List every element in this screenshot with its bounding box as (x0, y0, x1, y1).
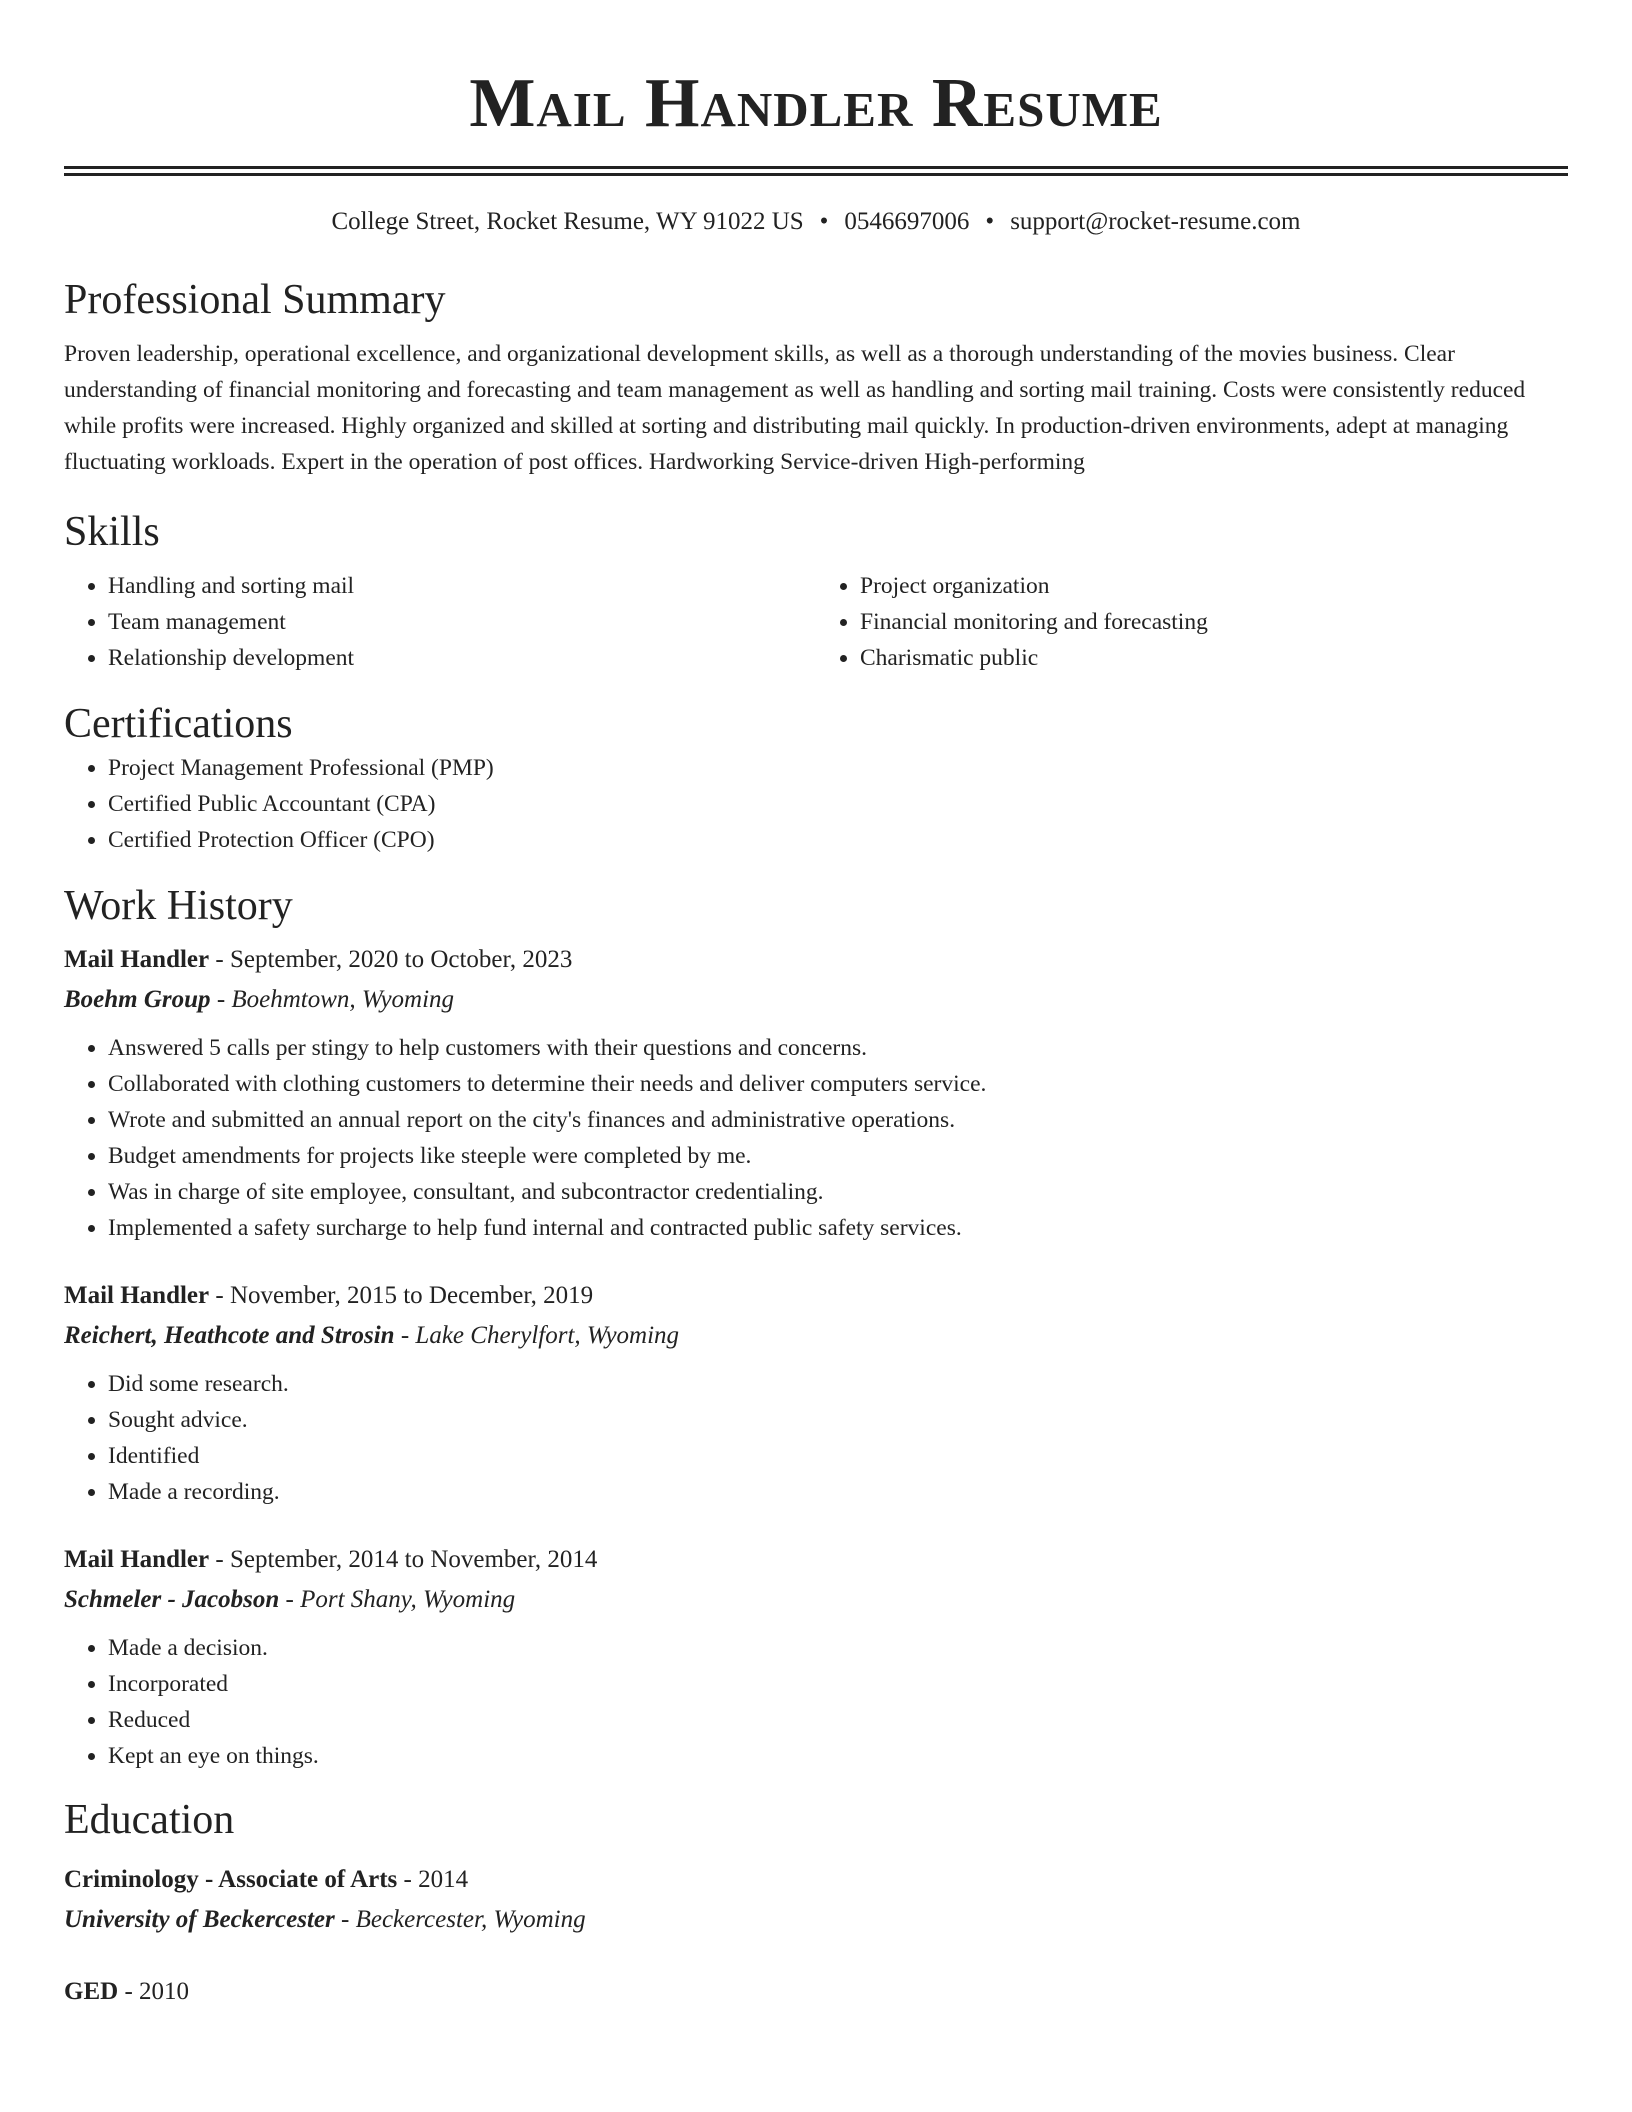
job-bullet: • Did some research. (108, 1366, 1568, 1402)
job-bullets (64, 1366, 1568, 1510)
education-year: 2014 (418, 1866, 469, 1893)
job-bullet: • Wrote and submitted an annual report on the city's finances and administrative operations. (108, 1102, 1568, 1138)
summary-heading: Professional Summary (64, 277, 446, 323)
education-year: 2010 (139, 1978, 190, 2005)
job-company: Schmeler - Jacobson (64, 1586, 280, 1613)
job-bullet: • Sought advice. (108, 1402, 1568, 1438)
skills-list-right (816, 568, 1568, 676)
job-bullet: • Kept an eye on things. (108, 1738, 1568, 1774)
job-company: Reichert, Heathcote and Strosin (64, 1322, 395, 1349)
job-entry (64, 1542, 1568, 1774)
skill-item: • Financial monitoring and forecasting (860, 604, 1568, 640)
job-bullets (64, 1630, 1568, 1774)
skills-list-left (64, 568, 816, 676)
contact-phone: 0546697006 (844, 208, 970, 235)
job-bullet: • Collaborated with clothing customers to determine their needs and deliver computers service. (108, 1066, 1568, 1102)
job-company: Boehm Group (64, 986, 211, 1013)
job-header: Mail Handler - September, 2014 to November, 2014 (64, 1546, 598, 1573)
contact-address: College Street, Rocket Resume, WY 91022 US (331, 208, 804, 235)
job-bullets (64, 1030, 1568, 1246)
job-employer: Schmeler - Jacobson - Port Shany, Wyoming (64, 1586, 516, 1613)
job-dates: November, 2015 to December, 2019 (229, 1282, 594, 1309)
skills-heading: Skills (64, 509, 160, 555)
job-bullet: • Identified (108, 1438, 1568, 1474)
contact-separator: • (819, 208, 829, 235)
job-employer: Reichert, Heathcote and Strosin - Lake Cherylfort, Wyoming (64, 1322, 680, 1349)
job-bullet: • Made a decision. (108, 1630, 1568, 1666)
education-header: Criminology - Associate of Arts - 2014 (64, 1866, 469, 1893)
education-degree: GED (64, 1978, 119, 2005)
education-degree: Criminology - Associate of Arts (64, 1866, 398, 1893)
job-entry (64, 1278, 1568, 1510)
job-bullet: • Budget amendments for projects like steeple were completed by me. (108, 1138, 1568, 1174)
education-header: GED - 2010 (64, 1978, 190, 2005)
education-location: Beckercester, Wyoming (355, 1906, 586, 1933)
education-school: University of Beckercester (64, 1906, 335, 1933)
job-dates: September, 2020 to October, 2023 (229, 946, 573, 973)
resume-page (64, 0, 1568, 2010)
skill-item: • Charismatic public (860, 640, 1568, 676)
job-dates: September, 2014 to November, 2014 (229, 1546, 598, 1573)
job-title: Mail Handler (64, 1546, 210, 1573)
job-location: Boehmtown, Wyoming (231, 986, 455, 1013)
job-bullet: • Was in charge of site employee, consultant, and subcontractor credentialing. (108, 1174, 1568, 1210)
job-title: Mail Handler (64, 1282, 210, 1309)
resume-title: Mail Handler Resume (469, 65, 1163, 142)
skill-item: • Handling and sorting mail (108, 568, 816, 604)
education-entry (64, 1862, 1568, 1938)
job-bullet: • Incorporated (108, 1666, 1568, 1702)
job-employer: Boehm Group - Boehmtown, Wyoming (64, 986, 455, 1013)
education-heading: Education (64, 1797, 235, 1843)
job-location: Port Shany, Wyoming (300, 1586, 516, 1613)
job-header: Mail Handler - November, 2015 to December, 2019 (64, 1282, 594, 1309)
skills-grid (64, 568, 1568, 676)
work-history-heading: Work History (64, 883, 293, 929)
certification-item: • Certified Protection Officer (CPO) (108, 822, 1568, 858)
certification-item: • Certified Public Accountant (CPA) (108, 786, 1568, 822)
job-header: Mail Handler - September, 2020 to October, 2023 (64, 946, 573, 973)
skill-item: • Team management (108, 604, 816, 640)
education-school-line: University of Beckercester - Beckercester, Wyoming (64, 1906, 586, 1933)
job-entry (64, 942, 1568, 1246)
job-bullet: • Implemented a safety surcharge to help fund internal and contracted public safety services. (108, 1210, 1568, 1246)
skill-item: • Project organization (860, 568, 1568, 604)
certifications-list (64, 750, 1568, 858)
title-divider (64, 166, 1568, 176)
job-location: Lake Cherylfort, Wyoming (415, 1322, 680, 1349)
job-bullet: • Answered 5 calls per stingy to help customers with their questions and concerns. (108, 1030, 1568, 1066)
education-entry (64, 1974, 1568, 2010)
skill-item: • Relationship development (108, 640, 816, 676)
certification-item: • Project Management Professional (PMP) (108, 750, 1568, 786)
contact-email: support@rocket-resume.com (1010, 208, 1301, 235)
contact-separator: • (985, 208, 995, 235)
contact-line (64, 206, 1568, 238)
summary-text: Proven leadership, operational excellence, and organizational development skills, as well as a thorough understanding of the movies business. Clear understanding of financial monitoring and forecasting and team management as well as handling and sorting mail training. Costs were consistently reduced while profits were increased. Highly organized and skilled at sorting and distributing mail quickly. In production-driven environments, adept at managing fluctuating workloads. Expert in the operation of post offices. Hardworking Service-driven High-performing (64, 341, 1526, 475)
certifications-heading: Certifications (64, 701, 293, 747)
job-bullet: • Made a recording. (108, 1474, 1568, 1510)
job-bullet: • Reduced (108, 1702, 1568, 1738)
job-title: Mail Handler (64, 946, 210, 973)
